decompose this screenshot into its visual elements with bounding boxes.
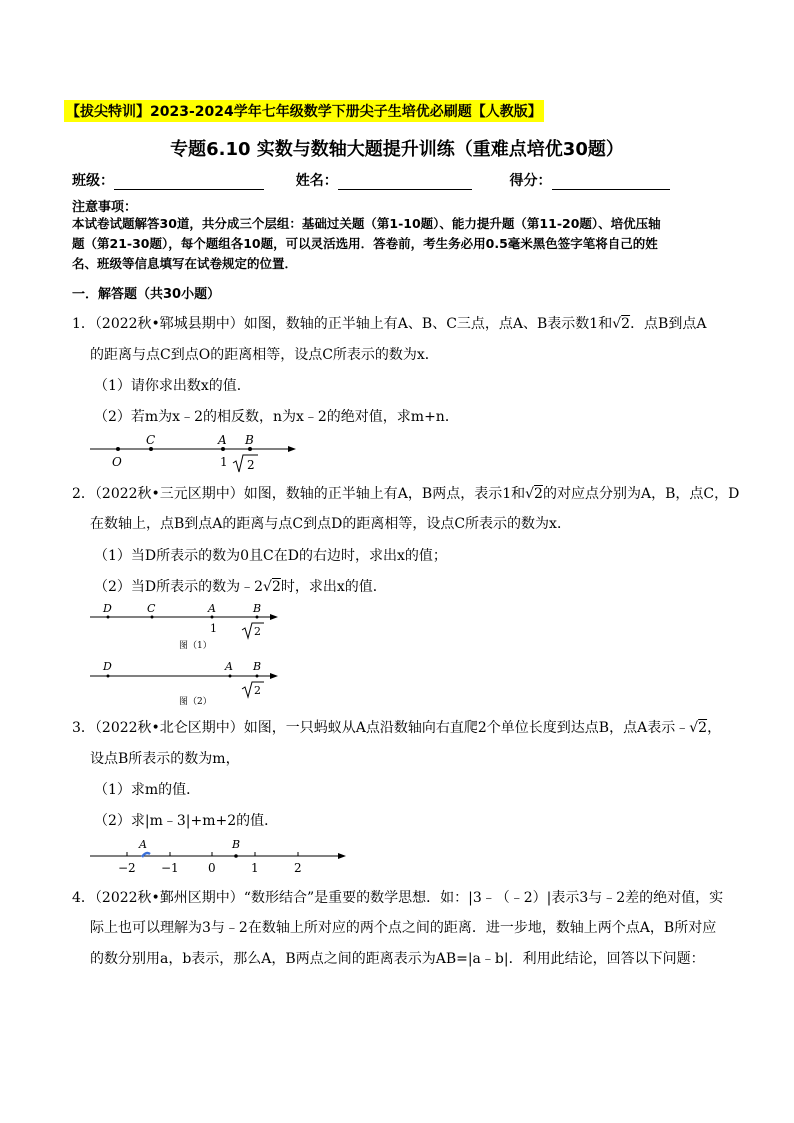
- notes-line: 名、班级等信息填写在试卷规定的位置．: [72, 256, 298, 271]
- tick-label: −2: [118, 861, 136, 875]
- sqrt-radicand: 2: [247, 458, 255, 472]
- axis-arrow: [270, 673, 278, 679]
- notes-line: 题（第21-30题），每个题组各10题，可以灵活选用．答卷前，考生务必用0.5毫米黑色签字笔将自己的姓: [72, 236, 658, 251]
- q2-figure-1: [84, 600, 294, 652]
- label-a: A: [208, 602, 216, 615]
- q2-sub2-text: 时，求出x的值．: [280, 579, 387, 595]
- label-c: C: [147, 602, 156, 615]
- axis-arrow: [288, 446, 296, 452]
- series-banner: 【拔尖特训】2023-2024学年七年级数学下册尖子生培优必刷题【人教版】: [64, 100, 544, 122]
- q3-line2: 设点B所表示的数为m，: [90, 751, 240, 767]
- label-b: B: [245, 433, 254, 447]
- q3-sub2: （2）求|m﹣3|+m+2的值．: [94, 813, 279, 829]
- score-label: 得分：: [509, 173, 552, 189]
- point-d: [107, 616, 110, 619]
- point-a: [229, 675, 232, 678]
- label-b: B: [253, 660, 262, 673]
- q4-line3: 的数分别用a，b表示，那么A，B两点之间的距离表示为AB=|a﹣b|．利用此结论，回答以下问题：: [90, 951, 705, 967]
- point-b: [256, 675, 259, 678]
- tick-label: 0: [208, 861, 216, 875]
- name-blank[interactable]: [338, 175, 472, 190]
- sqrt-symbol: √2: [525, 486, 543, 502]
- name-label: 姓名：: [295, 173, 338, 189]
- label-d: D: [103, 660, 112, 673]
- label-a: A: [139, 838, 147, 851]
- q2-line2: 在数轴上，点B到点A的距离与点C到点D的距离相等，设点C所表示的数为x．: [90, 516, 571, 532]
- q1-line1: [72, 314, 706, 334]
- q1-number-line: [84, 430, 304, 476]
- point-b: [256, 616, 259, 619]
- notes-heading: 注意事项：: [72, 200, 138, 215]
- label-o: O: [112, 455, 122, 469]
- q1-sub1: （1）请你求出数x的值．: [94, 378, 251, 394]
- point-c: [151, 616, 154, 619]
- tick-one: 1: [220, 455, 228, 469]
- label-b: B: [253, 602, 262, 615]
- q1-text: ．点B到点A: [630, 316, 707, 332]
- q2-text: 的对应点分别为A，B，点C，D: [542, 486, 740, 502]
- q1-sub2: （2）若m为x﹣2的相反数，n为x﹣2的绝对值，求m+n．: [94, 409, 459, 425]
- class-label: 班级：: [72, 173, 114, 189]
- point-b: [248, 447, 252, 451]
- figure-caption: 图（1）: [179, 641, 212, 651]
- q2-line1: [72, 484, 739, 504]
- point-a: [211, 616, 214, 619]
- sqrt-symbol: √2: [689, 720, 708, 736]
- tick-one: 1: [210, 622, 217, 635]
- point-a: [221, 447, 225, 451]
- label-d: D: [103, 602, 112, 615]
- tick-label: −1: [161, 861, 179, 875]
- point-b: [234, 854, 238, 858]
- q1-line2: 的距离与点C到点O的距离相等，设点C所表示的数为x．: [90, 347, 439, 363]
- axis-arrow: [338, 853, 346, 859]
- point-d: [107, 675, 110, 678]
- page-title: 专题6.10 实数与数轴大题提升训练（重难点培优30题）: [170, 139, 624, 160]
- q2-sub2-text: （2）当D所表示的数为﹣2: [94, 579, 264, 595]
- tick-label: 2: [294, 861, 302, 875]
- label-a: A: [218, 433, 227, 447]
- q4-line1: 4．（2022秋•鄞州区期中）“数形结合”是重要的数学思想．如：|3﹣（﹣2）|表示3与﹣2差的绝对值，实: [72, 890, 724, 906]
- label-c: C: [146, 433, 156, 447]
- radicand: 2: [621, 316, 631, 332]
- q2-sub1: （1）当D所表示的数为0且C在D的右边时，求出x的值；: [94, 548, 447, 564]
- q2-text: 2．（2022秋•三元区期中）如图，数轴的正半轴上有A，B两点，表示1和: [72, 486, 526, 502]
- q2-sub2: [94, 577, 387, 597]
- student-info-row: [72, 170, 670, 190]
- class-blank[interactable]: [114, 175, 264, 190]
- q3-number-line: [84, 834, 354, 878]
- notes-line: 本试卷试题解答30道，共分成三个层组：基础过关题（第1-10题）、能力提升题（第11-20题）、培优压轴: [72, 216, 661, 231]
- sqrt-radicand: 2: [254, 684, 261, 697]
- point-c: [149, 447, 153, 451]
- radicand: 2: [698, 720, 708, 736]
- sqrt-symbol: √2: [263, 579, 281, 595]
- q3-text: 3．（2022秋•北仑区期中）如图，一只蚂蚁从A点沿数轴向右直爬2个单位长度到达点B，点A表示﹣: [72, 720, 690, 736]
- axis-arrow: [270, 614, 278, 620]
- label-a: A: [225, 660, 233, 673]
- figure-caption: 图（2）: [179, 697, 212, 707]
- score-blank[interactable]: [552, 175, 670, 190]
- label-b: B: [232, 838, 241, 851]
- q3-line1: [72, 718, 721, 738]
- q3-sub1: （1）求m的值．: [94, 782, 201, 798]
- radicand: 2: [534, 486, 543, 502]
- point-o: [116, 447, 120, 451]
- radicand: 2: [271, 579, 281, 595]
- q4-line2: 际上也可以理解为3与﹣2在数轴上所对应的两个点之间的距离．进一步地，数轴上两个点A，B所对应: [90, 920, 717, 936]
- notes-body: [72, 214, 732, 274]
- q2-figure-2: [84, 656, 294, 708]
- section-heading: 一．解答题（共30小题）: [72, 287, 221, 302]
- tick-label: 1: [251, 861, 259, 875]
- q1-text: 1．（2022秋•郓城县期中）如图，数轴的正半轴上有A、B、C三点，点A、B表示数1和: [72, 316, 613, 332]
- q3-text: ，: [707, 720, 722, 736]
- sqrt-radicand: 2: [254, 625, 261, 638]
- sqrt-symbol: √2: [612, 316, 631, 332]
